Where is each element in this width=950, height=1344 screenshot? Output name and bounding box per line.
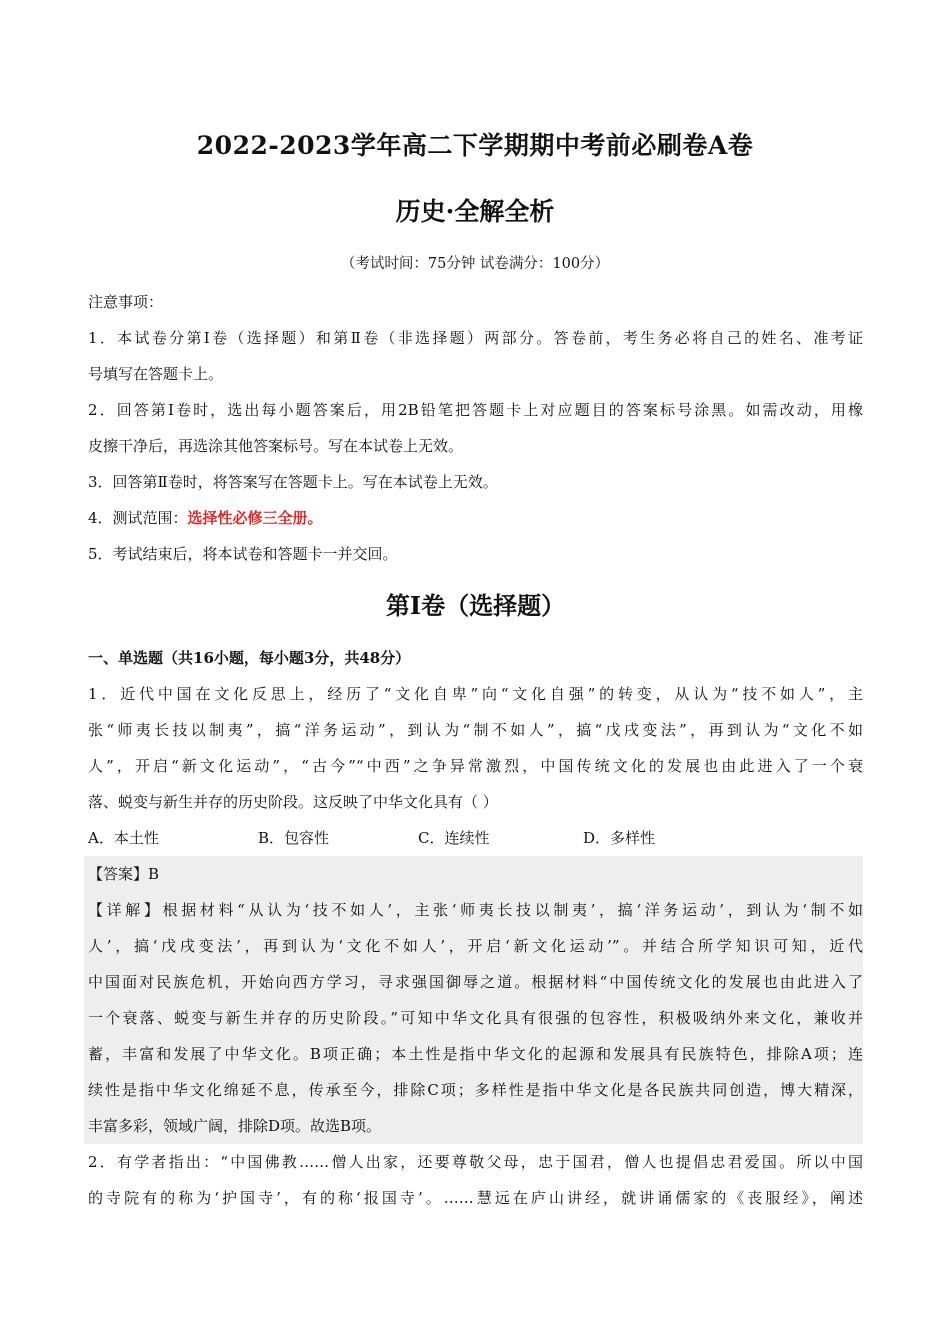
part-heading: 一、单选题（共16小题，每小题3分，共48分） [88, 649, 411, 667]
q1-explanation-line-2: 人’，搞‘戊戌变法’，再到认为‘文化不如人’，开启‘新文化运动’”。并结合所学知识可知，近代 [88, 937, 863, 955]
notice-item-3: 3．回答第Ⅱ卷时，将答案写在答题卡上。写在本试卷上无效。 [88, 473, 498, 491]
q1-line-3: 人”，开启“新文化运动”，“古今”“中西”之争异常激烈，中国传统文化的发展也由此进入了一个衰 [88, 757, 863, 775]
document-body [88, 284, 863, 1216]
q1-line-1: 1．近代中国在文化反思上，经历了“文化自卑”向“文化自强”的转变，从认为“技不如人”，主 [88, 685, 863, 703]
q1-line-2: 张“师夷长技以制夷”，搞“洋务运动”，到认为“制不如人”，搞“戊戌变法”，再到认为“文化不如 [88, 721, 863, 739]
section-title: 第Ⅰ卷（选择题） [385, 591, 566, 620]
q1-option-b: B．包容性 [258, 829, 330, 847]
notice-item-1-line-2: 号填写在答题卡上。 [88, 365, 224, 383]
notice-item-5: 5．考试结束后，将本试卷和答题卡一并交回。 [88, 545, 398, 563]
notice-item-2-line-2: 皮擦干净后，再选涂其他答案标号。写在本试卷上无效。 [88, 437, 464, 455]
q1-explanation-line-4: 一个衰落、蜕变与新生并存的历史阶段。”可知中华文化具有很强的包容性，积极吸纳外来文化，兼收并 [88, 1009, 863, 1027]
q1-answer-box [84, 856, 863, 1144]
q1-option-d: D．多样性 [583, 829, 656, 847]
notice-item-2-line-1: 2．回答第Ⅰ卷时，选出每小题答案后，用2B铅笔把答题卡上对应题目的答案标号涂黑。如需改动，用橡 [88, 401, 863, 419]
q1-explanation-line-6: 续性是指中华文化绵延不息，传承至今，排除C项；多样性是指中华文化是各民族共同创造，博大精深， [88, 1081, 863, 1099]
q1-option-c: C．连续性 [418, 829, 490, 847]
q1-answer: 【答案】B [88, 865, 160, 883]
q1-line-4: 落、蜕变与新生并存的历史阶段。这反映了中华文化具有（ ） [88, 793, 498, 811]
q1-explanation-line-5: 蓄，丰富和发展了中华文化。B项正确；本土性是指中华文化的起源和发展具有民族特色，排除A项；连 [88, 1045, 863, 1063]
notice-item-4-prefix: 4．测试范围： [88, 509, 188, 527]
q1-explanation-line-7: 丰富多彩，领域广阔，排除D项。故选B项。 [88, 1117, 382, 1135]
document-subtitle: 历史·全解全析 [395, 197, 555, 226]
document-title: 2022-2023学年高二下学期期中考前必刷卷A卷 [196, 131, 754, 160]
q1-option-a: A．本土性 [88, 829, 159, 847]
q1-options [88, 820, 863, 856]
q2-line-1: 2．有学者指出：“中国佛教……僧人出家，还要尊敬父母，忠于国君，僧人也提倡忠君爱国。所以中国 [88, 1153, 863, 1171]
notice-item-1-line-1: 1．本试卷分第Ⅰ卷（选择题）和第Ⅱ卷（非选择题）两部分。答卷前，考生务必将自己的姓名、准考证 [88, 329, 863, 347]
q1-explanation-line-1: 【详解】根据材料“从认为‘技不如人’，主张‘师夷长技以制夷’，搞‘洋务运动’，到认为‘制不如 [88, 901, 863, 919]
exam-info: （考试时间：75分钟 试卷满分：100分） [340, 256, 610, 272]
test-scope: 选择性必修三全册。 [187, 509, 323, 527]
q2-line-2: 的寺院有的称为‘护国寺’，有的称‘报国寺’。……慧远在庐山讲经，就讲诵儒家的《丧服经》，阐述 [88, 1189, 863, 1207]
notice-heading: 注意事项： [88, 293, 164, 311]
notice-item-4 [88, 500, 863, 536]
q1-explanation-line-3: 中国面对民族危机，开始向西方学习，寻求强国御辱之道。根据材料“中国传统文化的发展也由此进入了 [88, 973, 863, 991]
